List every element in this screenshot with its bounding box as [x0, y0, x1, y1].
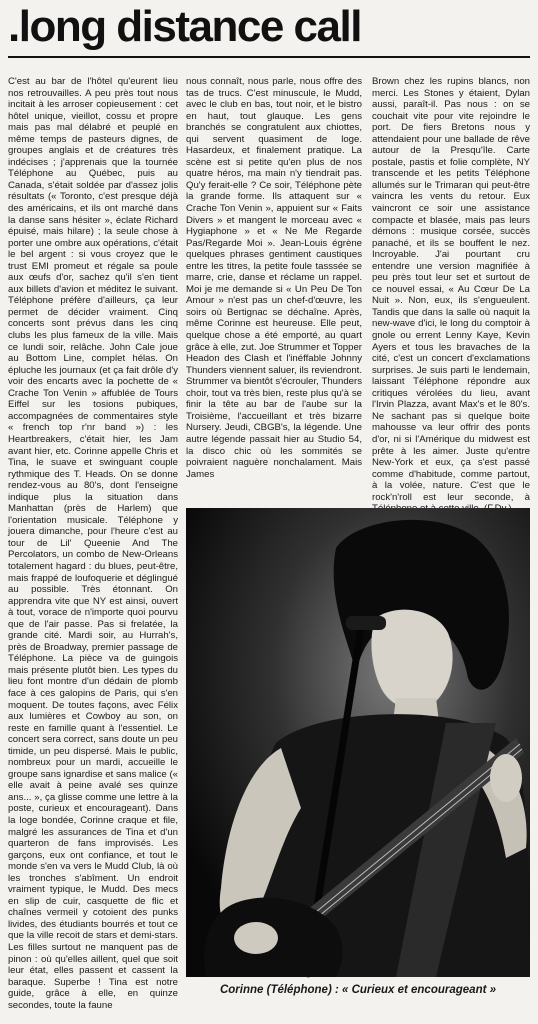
bassist-photo-illustration	[186, 508, 530, 977]
photo-caption: Corinne (Téléphone) : « Curieux et encourageant »	[219, 984, 497, 996]
text-column-1	[8, 76, 178, 1020]
headline-rule	[8, 56, 530, 58]
text-column-3	[372, 76, 530, 506]
concert-photo	[186, 508, 530, 977]
paragraph: Brown chez les rupins blancs, non merci. Les Stones y étaient, Dylan aussi, paraît-il. Pas nous : on se couchait vite pour vite rejoindre le port. De fiers Bretons nous y attendaient pour une ballade de rêve autour de la Presqu'île. Carte postale, pastis et folie complète, NY transcende et les petits Téléphone allumés sur le Trimaran qui peut-être vaincra les vents du retour. Eux vaincront ce soir une assistance compacte et blasée, mais pas leurs démons : musique corsée, succès panaché, et ils se bouffent le nez. Incroyable. J'ai pourtant cru entendre une version magnifiée à peu près tout leur set et surtout de ce nouvel essai, « Au Cœur De La Nuit ». Non, eux, ils s'engueulent. Tandis que dans la salle où naquit la new-wave d'ici, le long du comptoir à gnole ou errent Lenny Kaye, Kevin Ayers et tous les bravaches de la cité, c'est un concert d'exclamations surprises. Je suis parti le lendemain, laissant Téléphone répondre aux critiques vérolées du lieu, avant l'Irvin Plazza, avant Max's et le 80's. Ne sachant pas si quelque boite mahousse va leur offrir des ponts d'or, ni si l'Amérique du midwest est prête à les aimer. Juste qu'entre New-York et eux, ça s'est passé comme d'habitude, comme partout, à la volée, nature. C'est que le rock'n'roll est leur seconde, à	[372, 76, 530, 503]
article-headline: .long distance call	[8, 2, 361, 51]
paragraph: nous connaît, nous parle, nous offre des tas de trucs. C'est minuscule, le Mudd, avec le club en bas, tout noir, et le bistro en haut, tout glauque. Les gens branchés se congratulent aux chiottes, qui servent quasiment de loge. Hasardeux, et finalement pratique. La scène est si petite qu'en plus de nos quatre héros, ma main n'y tiendrait pas. Qu'y ferait-elle ? Ce soir, Téléphone pète la grande forme. Ils attaquent sur « Crache Ton Venin », appuient sur « Faits Divers » et mangent le morceau avec « Hygiaphone » et « Ne Me Regarde Pas/Regarde Moi ». Jean-Louis égrène quelques phrases gentiment caustiques entre les titres, la petite foule tasssée se marre, crie, danse et réclame un rappel. Moi je me demande si « Un Peu De Ton Amour » n'est pas un chef-d'œuvre, les soirs où Bertignac se déchaîne. Après, même Corinne est heureuse. Elle peut, quelque chose a été emporté, au quart grâce à elle, zut. Joe Strummer et Topper Headon des Clash et l'inéffable Johnny Thunders viennent saluer, ils reviendront. Strummer va bientôt s'écrouler, Thunders choir, tout va très bien, reste plus qu'à se finir la tête au bar de l'aube sur la Troisième, l'accueillant et très bizarre Nursery. Jeudi, CBGB's, la légende. Une autre légende passait hier au Studio 54, la disco chic où les sommités se poivraient naguère nonchalament. Mais James	[186, 76, 362, 480]
text-column-2	[186, 76, 362, 504]
paragraph: C'est au bar de l'hôtel qu'eurent lieu nos retrouvailles. A peu près tout nous incitait à les arroser copieusement : cet hôtel unique, vieillot, cossu et propre mais pas mal délabré et peuplé en même temps de pasteurs dignes, de groupes anglais et de créatures très indécises ; j'apprenais que la tournée Téléphone au Québec, puis au Canada, s'était soldée par d'assez jolis résultats (« Toronto, c'est presque déjà des américains, et ils ont marché dans la danse sans hésiter », éclate Richard épuisé, mais hilare) ; la seule chose à porter une ombre aux opérations, c'était le bel argent : si vous croyez que le trust EMI promeut et régale sa poule aux œufs d'or, sachez qu'il s'en tient aux billets d'avion et méditez le suivant. Téléphone préfère d'ailleurs, ça leur permet de décider vraiment. Cinq concerts sont prévus dans les cinq clubs les plus fameux de la ville. Mais ce lundi soir, relâche. John Cale joue au Bottom Line, complet hélas. On épluche les journaux (et ça fait drôle d'y voir des encarts avec la pochette de « Crache Ton Venin » affublée de Tours Eiffel sur les tosions pubiques, accompagnées de commentaires style « french top r'nr band ») : les Heartbreakers, c'était hier, les Jam avant hier, etc. Corinne appelle Chris et Tina, le suave et swinguant couple rythmique des T. Heads. On se donne rendez-vous au 80's, dont l'enseigne indique plus la situation dans Manhattan (près de Harlem) que l'orientation musicale. Téléphone y jouera dimanche, pour l'heure c'est au tour de Lil' Queenie And The Percolators, un combo de New-Orleans totalement hagard : du blues, peut-être, mais frappé de loufoquerie et déglingué au possible. Très étonnant. On apprendra vite que NY est ainsi, ouvert à tout, vorace de n'importe quoi pourvu que de l'air passe. Pas si frelatée, la grande cité. Mardi soir, au Hurrah's, près de Broadway, premier passage de Téléphone. La pièce va de guingois mais présente plutôt bien. Les types du lieu font montre d'un dédain de plomb face à ces galopins de Paris, qui s'en moquent. De toutes façons, avec Félix aux lumières et Cowboy au son, on reste en famille quant à l'essentiel. Le concert sera correct, sans doute un peu timide, un peu dispersé. Mais le public, nombreux pour un mardi, accueille le groupe sans ignardise et sans malice (« elle avait à peine avalé ses quinze ans... », ça glisse comme une lettre à la poste, curieux et encourageant). Dans la loge bondée, Corinne craque et file, malgré les assurances de Tina et d'un quarteron de fans improvisés. Les garçons, eux ont confiance, et tout le monde s'en va vers le Mudd Club, là où les tronches s'abîment. Un endroit vraiment typique, le Mudd. Des mecs en slip de cuir, casquette de flic et chaînes vermeil y cotoient des punks livides, des étudiants bourrés et tout ce que la ville recoit de stars et demi-stars. Les filles surtout ne manquent pas de pinon : où qu'elles aillent, quel que soit leur état, elles passent et cassent la baraque. Superbe ! Tina est notre guide, grâce à elle, en quinze secondes, toute la faune	[8, 76, 178, 1011]
